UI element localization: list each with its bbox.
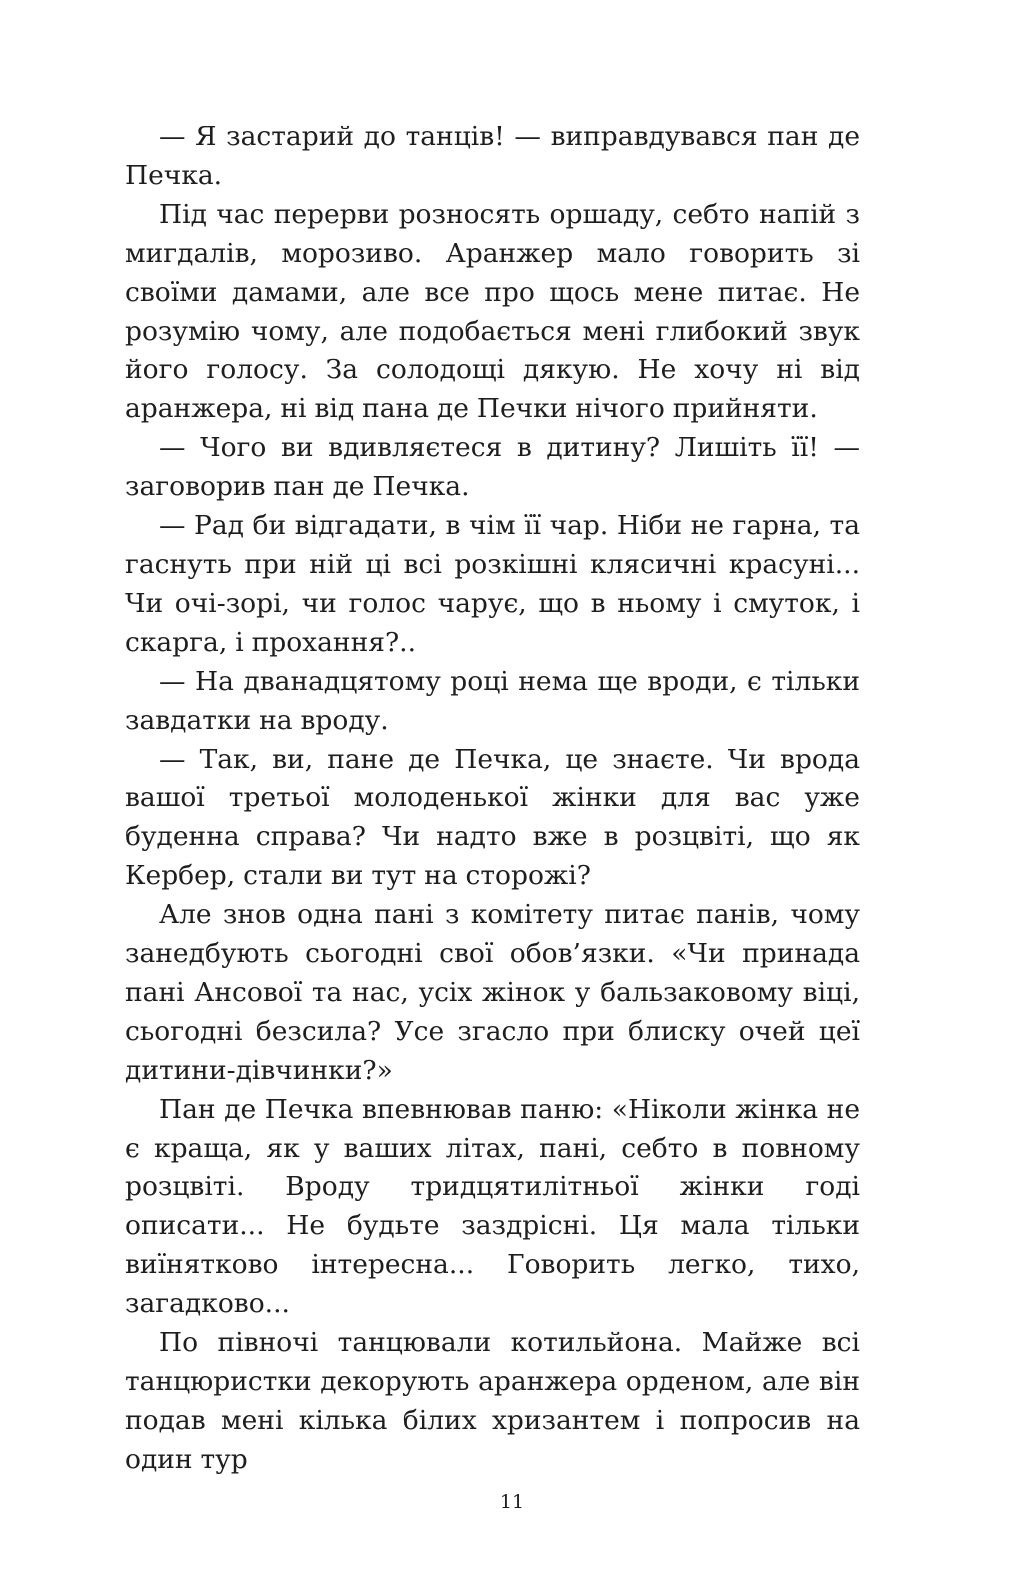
paragraph: По півночі танцювали котильйона. Майже всі танцюристки декорують аранжера орденом, але він подав мені кілька білих хризантем і попросив на один тур [125, 1327, 860, 1475]
paragraph: — Рад би відгадати, в чім її чар. Ніби не гарна, та гаснуть при ній ці всі розкішні клясичні красуні... Чи очі-зорі, чи голос чарує, що в ньому і смуток, і скарга, і прохання?.. [125, 510, 860, 658]
paragraph: Пан де Печка впевнював паню: «Ніколи жінка не є краща, як у ваших літах, пані, себто в повному розцвіті. Вроду тридцятилітньої жінки годі описати... Не будьте заздрісні. Ця мала тільки виїнятково інтересна... Говорить легко, тихо, загадково... [125, 1093, 860, 1320]
page-number: 11 [499, 1491, 525, 1513]
page-body [125, 118, 860, 1480]
paragraph: Під час перерви розносять оршаду, себто напій з мигдалів, морозиво. Аранжер мало говорить зі своїми дамами, але все про щось мене питає. Не розумію чому, але подобається мені глибокий звук його голосу. За солодощі дякую. Не хочу ні від аранжера, ні від пана де Печки нічого прийняти. [125, 198, 860, 425]
paragraph: — Я застарий до танців! — виправдувався пан де Печка. [125, 121, 860, 191]
paragraph: — На дванадцятому році нема ще вроди, є тільки завдатки на вроду. [125, 665, 860, 736]
paragraph: Але знов одна пані з комітету питає панів, чому занедбують сьогодні свої обов’язки. «Чи принада пані Ансової та нас, усіх жінок у бальзаковому віці, сьогодні безсила? Усе згасло при блиску очей цеї дитини-дівчинки?» [125, 899, 860, 1086]
paragraph: — Так, ви, пане де Печка, це знаєте. Чи врода вашої третьої молоденької жінки для вас уже буденна справа? Чи надто вже в розцвіті, що як Кербер, стали ви тут на сторожі? [125, 743, 860, 892]
paragraph: — Чого ви вдивляєтеся в дитину? Лишіть її! — заговорив пан де Печка. [125, 432, 860, 503]
